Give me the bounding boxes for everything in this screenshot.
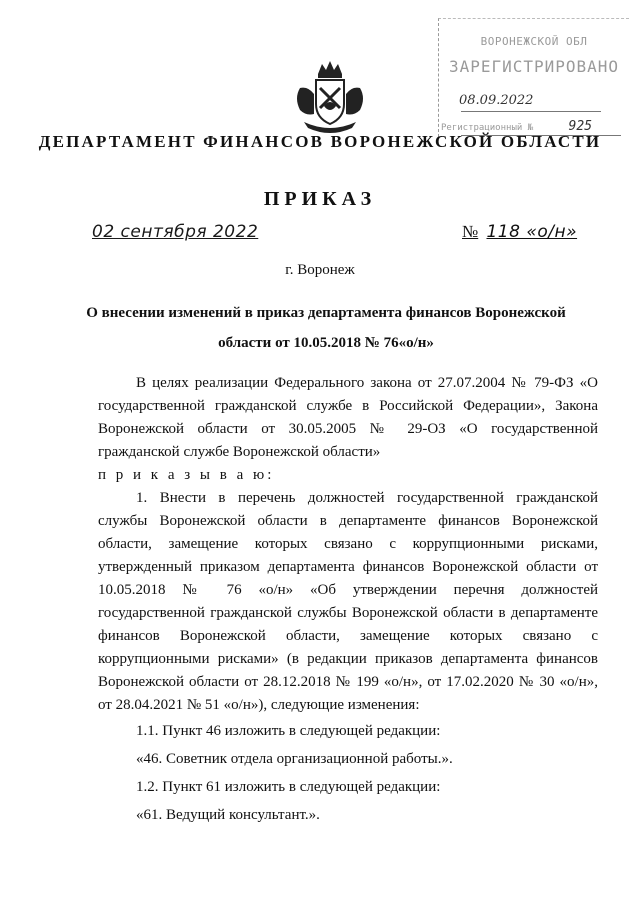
document-type: ПРИКАЗ	[263, 188, 377, 210]
item-1-paragraph: 1. Внести в перечень должностей государственной гражданской службы Воронежской области в департаменте финансов Воронежской области, замещение которых связано с коррупционными рисками, утвержденный приказом департамента финансов Воронежской области от 10.05.2018 № 76 «о/н» «Об утверждении перечня должностей государственной гражданской службы Воронежской области в департаменте финансов Воронежской области, замещение которых связано с коррупционными рисками» (в редакции приказов департамента финансов Воронежской области от 28.12.2018 № 199 «о/н», от 17.02.2020 № 30 «о/н», от 28.04.2021 № 51 «о/н»), следующие изменения:	[98, 490, 598, 713]
item-1-1-text: «46. Советник отдела организационной работы.».	[136, 751, 453, 767]
order-word: п р и к а з ы в а ю:	[98, 467, 275, 483]
item-1-2-text: «61. Ведущий консультант.».	[136, 807, 320, 823]
stamp-line-1: ВОРОНЕЖСКОЙ ОБЛ	[480, 35, 588, 48]
stamp-reg-text: Регистрационный №	[441, 123, 534, 133]
order-subject: О внесении изменений в приказ департамента финансов Воронежской области от 10.05.2018 № 76«о/н»	[86, 305, 566, 351]
item-1-1-paragraph: 1.1. Пункт 46 изложить в следующей редакции:	[136, 723, 441, 739]
number-sign: №	[462, 222, 479, 241]
order-body	[98, 372, 598, 829]
order-date: 02 сентября 2022	[92, 222, 259, 242]
stamp-date: 08.09.2022	[459, 93, 534, 108]
department-name: ДЕПАРТАМЕНТ ФИНАНСОВ ВОРОНЕЖСКОЙ ОБЛАСТИ	[38, 132, 602, 151]
city: г. Воронеж	[285, 262, 355, 278]
stamp-reg-number: 925	[568, 119, 593, 134]
order-number	[462, 222, 577, 242]
registration-stamp	[438, 18, 629, 137]
coat-of-arms-icon	[290, 58, 370, 134]
preamble-paragraph: В целях реализации Федерального закона от 27.07.2004 № 79-ФЗ «О государственной гражданской службе в Российской Федерации», Закона Воронежской области от 30.05.2005 № 29-ОЗ «О государственной гражданской службе Воронежской области»	[98, 375, 598, 460]
stamp-line-2: ЗАРЕГИСТРИРОВАНО	[448, 57, 620, 76]
item-1-2-paragraph: 1.2. Пункт 61 изложить в следующей редакции:	[136, 779, 441, 795]
number-value: 118 «о/н»	[486, 222, 578, 242]
